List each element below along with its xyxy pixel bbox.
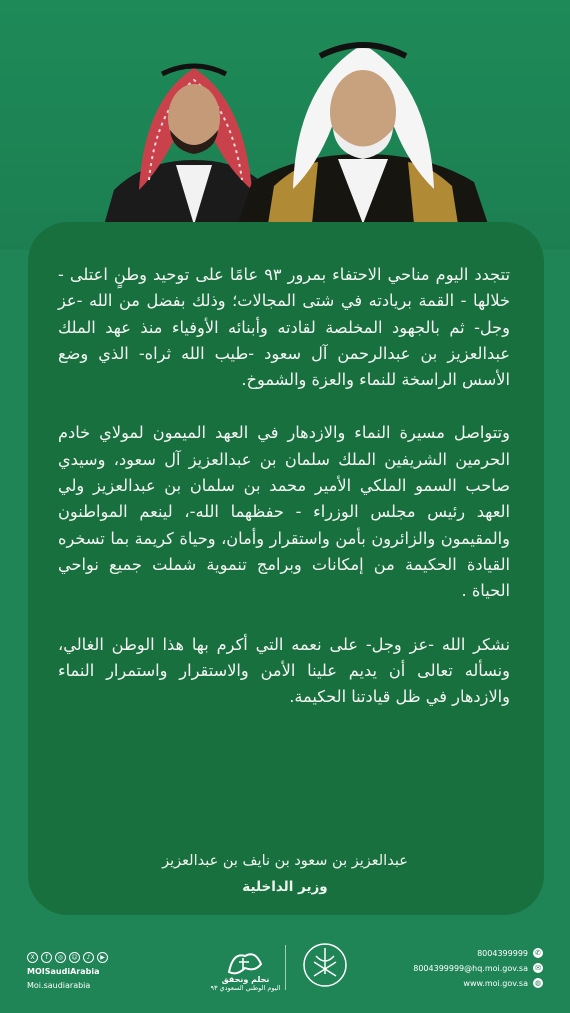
footer	[0, 930, 570, 1013]
ministry-emblem-icon	[302, 940, 348, 990]
paragraph-2: وتتواصل مسيرة النماء والازدهار في العهد الميمون لمولاي خادم الحرمين الشريفين الملك سلمان بن عبدالعزيز آل سعود، وسيدي صاحب السمو الملكي الأمير محمد بن سلمان بن عبدالعزيز ولي العهد رئيس مجلس الوزراء - حفظهما الله-، لينعم المواطنون والمقيمون والزائرون بأمن واستقرار وأمان، وحياة كريمة بما تسخره القيادة الحكيمة من إمكانات وبرامج تنموية شملت جميع نواحي الحياة .	[58, 423, 510, 601]
snapchat-icon[interactable]: ☺	[69, 952, 80, 963]
facebook-icon[interactable]: f	[41, 952, 52, 963]
national-day-logo-text	[208, 976, 283, 992]
phone-icon: ✆	[533, 948, 543, 958]
logo-subtext: اليوم الوطني السعودي ٩٣	[210, 984, 281, 992]
email-text: 8004399999@hq.moi.gov.sa	[413, 963, 528, 973]
tiktok-icon[interactable]: ♪	[83, 952, 94, 963]
signature-name: عبدالعزيز بن سعود بن نايف بن عبدالعزيز	[162, 853, 408, 869]
logo-text: نحلم ونحقق	[221, 975, 270, 984]
contact-phone[interactable]	[477, 948, 543, 958]
contact-website[interactable]	[463, 978, 543, 988]
social-handle[interactable]: MOISaudiArabia	[27, 967, 100, 976]
paragraph-1: تتجدد اليوم مناحي الاحتفاء بمرور ٩٣ عامًا على توحيد وطنٍ اعتلى - خلالها - القمة بريادته في شتى المجالات؛ وذلك بفضل من الله -عز وجل- ثم بالجهود المخلصة لقادته وأبنائه الأوفياء منذ عهد الملك عبدالعزيز بن عبدالرحمن آل سعود -طيب الله ثراه- الذي وضع الأسس الراسخة للنماء والعزة والشموخ.	[58, 265, 510, 390]
instagram-icon[interactable]: ◎	[55, 952, 66, 963]
message-body	[58, 262, 510, 737]
phone-text: 8004399999	[477, 948, 528, 958]
footer-divider	[285, 945, 286, 990]
website-text: www.moi.gov.sa	[463, 978, 528, 988]
globe-icon: ◍	[534, 979, 542, 987]
paragraph-3: نشكر الله -عز وجل- على نعمه التي أكرم بها هذا الوطن الغالي، ونسأله تعالى أن يديم علينا الأمن والاستقرار واستمرار النماء والازدهار في ظل قيادتنا الحكيمة.	[58, 634, 510, 707]
contact-email[interactable]	[413, 963, 543, 973]
social-website[interactable]: Moi.saudiarabia	[27, 981, 91, 990]
email-icon: ✉	[533, 963, 543, 973]
youtube-icon[interactable]: ▶	[97, 952, 108, 963]
social-icons	[27, 952, 108, 963]
x-icon[interactable]: X	[27, 952, 38, 963]
signature-title: وزير الداخلية	[242, 879, 328, 895]
